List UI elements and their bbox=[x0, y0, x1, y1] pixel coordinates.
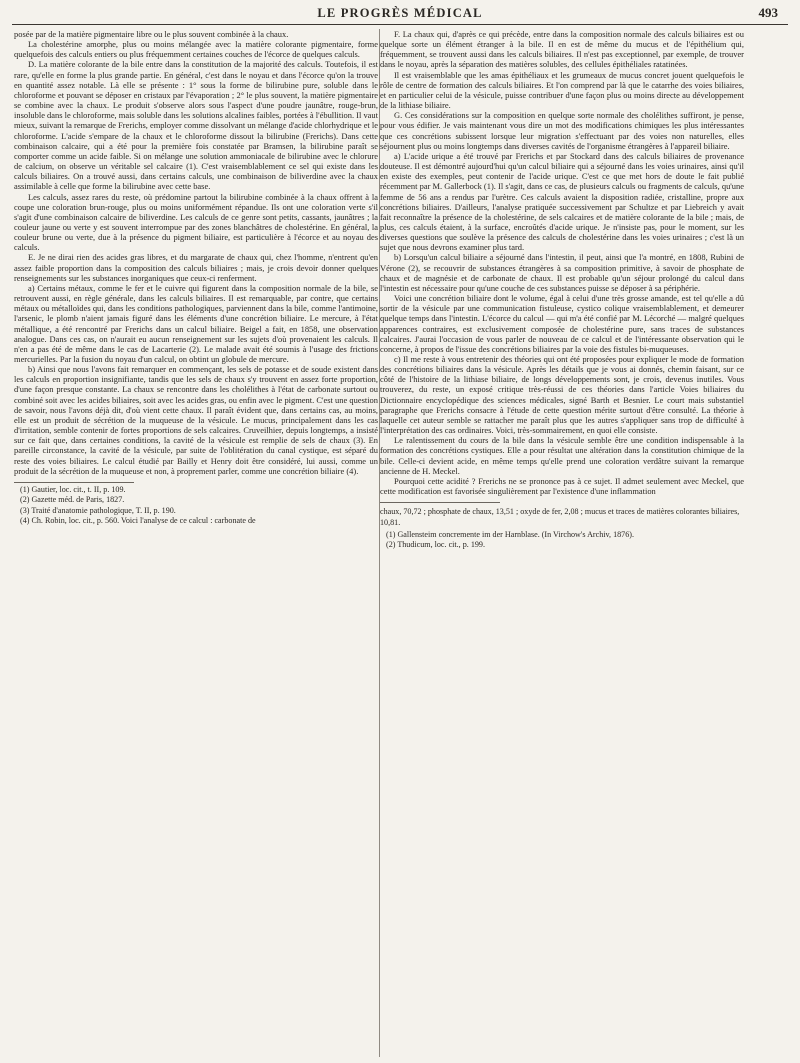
paragraph: Il est vraisemblable que les amas épithéliaux et les grumeaux de mucus concret jouent quelquefois le rôle de centre de formation des calculs biliaires. Et l'on comprend par là que le catarrhe des voies biliaires, et en particulier celui de la vésicule, puisse contribuer d'une façon plus ou moins directe au développement de la lithiase biliaire. bbox=[380, 69, 744, 111]
footnote: (1) Gautier, loc. cit., t. II, p. 109. bbox=[20, 484, 126, 494]
paragraph: a) L'acide urique a été trouvé par Frerichs et par Stockard dans des calculs biliaires de provenance douteuse. Il est démontré aujourd'hui qu'un calcul biliaire qui a séjourné dans les voies urinaires, ainsi qu'il en existe des exemples, peut contenir de l'acide urique. C'est ce que met hors de doute le fait publié récemment par M. Gallerbock (1). Il s'agit, dans ce cas, de plusieurs calculs ou fragments de calculs, qu'une femme de 56 ans a rendus par l'urètre. Ces calculs avaient la disposition radiée, cristalline, propre aux concrétions biliaires. D'ailleurs, l'analyse pratiquée successivement par Schultze et par Liebreich y avait fait reconnaître la présence de la cholestérine, de sels calcaires et de matière colorante de la bile ; mais, de plus, ces calculs étaient, à la surface, encroûtés d'acide urique. Je n'insiste pas, pour le moment, sur les diverses questions que soulève la présence des calculs de cholestérine dans les voies urinaires ; c'est là un sujet que nous devrons examiner plus tard. bbox=[380, 150, 744, 253]
footnote: (3) Traité d'anatomie pathologique, T. II, p. 190. bbox=[20, 505, 176, 515]
paragraph: F. La chaux qui, d'après ce qui précède, entre dans la composition normale des calculs biliaires est ou quelque sorte un élément étranger à la bile. Il en est de même du mucus et de l'épithélium qui, fréquemment, se trouvent aussi dans les calculs biliaires. Il n'est pas exceptionnel, par exemple, de trouver dans le noyau, après la séparation des matières solubles, des cellules épithéliales ratatinées. bbox=[380, 29, 744, 70]
paragraph: Les calculs, assez rares du reste, où prédomine partout la bilirubine combinée à la chaux offrent à la coupe une coloration brun-rouge, plus ou moins uniformément répandue. Ils ont une coloration verte s'il s'agit d'une combinaison calcaire de biliverdine. Les calculs de ce genre sont petits, cassants, jaunâtres ; la couleur jaune ou verte y est souvent interrompue par des zones blanchâtres de cholestérine. En général, la couleur brune ou verte, due à la présence du pigment biliaire, est particulière à l'écorce et au noyau des calculs. bbox=[14, 191, 378, 253]
paragraph: Le ralentissement du cours de la bile dans la vésicule semble être une condition indispensable à la formation des concrétions cystiques. Elle a pour résultat une altération dans la constitution chimique de la bile. Celle-ci devient acide, en même temps qu'elle prend une coloration verdâtre suivant la remarque ancienne de H. Meckel. bbox=[380, 435, 744, 476]
footnotes bbox=[380, 530, 744, 551]
footnote: (2) Thudicum, loc. cit., p. 199. bbox=[386, 540, 485, 550]
page-number: 493 bbox=[758, 5, 778, 20]
paragraph: Voici une concrétion biliaire dont le volume, égal à celui d'une très grosse amande, est tel qu'elle a dû sortir de la vésicule par une communication fistuleuse, cystico colique vraisemblablement, et demeurer quelque temps dans l'intestin. L'écorce du calcul — qui m'a été confié par M. Lécorché — malgré quelques apparences contraires, est exclusivement composée de cholestérine pure, sans traces de substances calcaires. J'aurai l'occasion de vous parler de nouveau de ce calcul et de l'intéressante observation qui le concerne, à propos de l'issue des concrétions biliaires par la voie des fistules bi-muqueuses. bbox=[380, 293, 744, 354]
paragraph: posée par de la matière pigmentaire libre ou le plus souvent combinée à la chaux. bbox=[14, 29, 289, 39]
footnote: (4) Ch. Robin, loc. cit., p. 560. Voici l'analyse de ce calcul : carbonate de bbox=[20, 516, 256, 526]
paragraph: b) Lorsqu'un calcul biliaire a séjourné dans l'intestin, il peut, ainsi que l'a montré, en 1808, Rubini de Vérone (2), se recouvrir de substances étrangères à sa composition primitive, à savoir de phosphate de chaux et de magnésie et de carbonate de chaux. Il est probable qu'un séjour prolongé du calcul dans l'intestin est nécessaire pour qu'une couche de ces substances puisse se déposer à sa périphérie. bbox=[380, 252, 744, 293]
footnotes bbox=[14, 485, 378, 527]
paragraph: La cholestérine amorphe, plus ou moins mélangée avec la matière colorante pigmentaire, forme quelquefois des calculs entiers ou plus fréquemment certaines couches de l'écorce de quelques calculs. bbox=[14, 39, 378, 60]
right-column bbox=[380, 29, 744, 1058]
left-column bbox=[14, 29, 378, 1058]
paragraph: E. Je ne dirai rien des acides gras libres, et du margarate de chaux qui, chez l'homme, n'entrent qu'en assez faible proportion dans la composition des calculs biliaires ; mais, je crois devoir donner quelques renseignements sur les substances inorganiques que ceux-ci renferment. bbox=[14, 252, 378, 283]
footnote-rule bbox=[380, 502, 500, 503]
paragraph: D. La matière colorante de la bile entre dans la constitution de la majorité des calculs. Toutefois, il est rare, qu'elle en forme la plus grande partie. En général, c'est dans le noyau et dans l'écorce qu'on la trouve en quantité assez notable. Là elle se présente : 1° sous la forme de bilirubine pure, soluble dans le chloroforme et pouvant se déposer en cristaux par l'évaporation ; 2° le plus souvent, la matière pigmentaire se combine avec la chaux. Le produit s'observe alors sous l'aspect d'une poudre jaunâtre, rouge-brun, insoluble dans le chloroforme, mais soluble dans les solutions alcalines faibles, portées à l'ébullition. Il vaut mieux, suivant la remarque de Frerichs, employer comme dissolvant un mélange d'acide chlorhydrique et le chloroforme. L'acide s'empare de la chaux et le chloroforme dissout la bilirubine (Frerichs). Dans cette combinaison calcaire, qui a été pour la première fois constatée par Bramsen, la bilirubine paraît se comporter comme un acide faible. Si on mélange une solution ammoniacale de bilirubine avec le chlorure de calcium, on observe un véritable sel calcaire (1). C'est vraisemblablement ce sel qui existe dans les calculs biliaires. On a trouvé aussi, dans certains calculs, une combinaison de biliverdine avec la chaux assimilable à celle que forme la bilirubine avec cette base. bbox=[14, 59, 378, 192]
paragraph: Pourquoi cette acidité ? Frerichs ne se prononce pas à ce sujet. Il admet seulement avec Meckel, que cette modification est favorisée singulièrement par l'existence d'une inflammation bbox=[380, 475, 744, 497]
paragraph: a) Certains métaux, comme le fer et le cuivre qui figurent dans la composition normale de la bile, se retrouvent aussi, en règle générale, dans les calculs biliaires. Il est remarquable, par contre, que certains métaux ou métalloïdes qui, dans les conditions pathologiques, parviennent dans la bile, comme l'antimoine, l'arsenic, le plomb n'aient jamais figuré dans les éléments d'une concrétion biliaire. Le mercure, à l'état métallique, a été rencontré par Frerichs dans un calcul biliaire. Beigel a fait, en 1858, une observation analogue. Dans ces cas, on n'aurait eu aucun renseignement sur les sujets d'où provenaient les calculs. Il n'en a pas été de même dans le cas de Lacarterie (2). Le malade avait été soumis à l'usage des frictions mercurielles. Par la fusion du noyau d'un calcul, on obtint un globule de mercure. bbox=[14, 282, 378, 364]
footnote: (1) Gallensteim concremente im der Harnblase. (In Virchow's Archiv, 1876). bbox=[386, 530, 634, 539]
paragraph: c) Il me reste à vous entretenir des théories qui ont été proposées pour expliquer le mode de formation des concrétions biliaires dans la vésicule. Après les détails que je vous ai donnés, chemin faisant, sur ce côté de l'histoire de la lithiase biliaire, de longs développements sont, je crois, devenus inutiles. Vous trouverez, du reste, un exposé critique très-réussi de ces théories dans l'article Voies biliaires du Dictionnaire encyclopédique des sciences médicales, signé Barth et Besnier. Le court mais substantiel paragraphe que Frerichs consacre à l'étude de cette question mérite surtout d'être consulté. La théorie à laquelle cet auteur semble se rattacher me paraît plus que les autres s'appliquer sans trop de difficulté à l'interprétation des cas ordinaires. Voici, très-sommairement, en quoi elle consiste. bbox=[380, 354, 744, 436]
journal-title: LE PROGRÈS MÉDICAL bbox=[317, 6, 483, 20]
header-rule bbox=[12, 24, 788, 25]
footnote: (2) Gazette méd. de Paris, 1827. bbox=[20, 495, 125, 505]
paragraph: G. Ces considérations sur la composition en quelque sorte normale des cholélithes suffiront, je pense, pour vous édifier. Je vais maintenant vous dire un mot des modifications chimiques les plus intéressantes que ces concrétions subissent lorsque leur migration s'effectuant par des voies non naturelles, elles séjournent plus ou moins longtemps dans diverses cavités de l'organisme étrangères à l'appareil biliaire. bbox=[380, 110, 744, 151]
paragraph: b) Ainsi que nous l'avons fait remarquer en commençant, les sels de potasse et de soude existent dans les calculs en proportion insignifiante, tandis que les sels de chaux s'y trouvent en assez forte proportion, d'une façon presque constante. La chaux se rencontre dans les cholélithes à l'état de carbonate surtout ou combiné soit avec les acides biliaires, soit avec les acides gras, ou enfin avec le pigment. C'est une question de savoir, nous l'avons déjà dit, d'où vient cette chaux. Il paraît évident que, dans certains cas, au moins, elle est un produit de sécrétion de la muqueuse de la vésicule. Le mucus, principalement dans les cas d'irritation, semble contenir de fortes proportions de sels calcaires. Cruveilhier, depuis longtemps, a insisté sur ce fait que, dans certaines conditions, la cavité de la vésicule est remplie de sels de chaux (3). En pareille circonstance, la cavité de la vésicule, par suite de l'oblitération du canal cystique, est séparé du reste des voies biliaires. Le calcul étudié par Bailly et Henry doit être considéré, lui aussi, comme un produit de la sécrétion de la muqueuse et non, à proprement parler, comme une concrétion biliaire (4). bbox=[14, 364, 378, 476]
footnote-continuation: chaux, 70,72 ; phosphate de chaux, 13,51 ; oxyde de fer, 2,08 ; mucus et traces de matières colorantes biliaires, 10,81. bbox=[380, 507, 740, 527]
footnote-rule bbox=[14, 482, 134, 483]
running-head bbox=[0, 4, 800, 22]
